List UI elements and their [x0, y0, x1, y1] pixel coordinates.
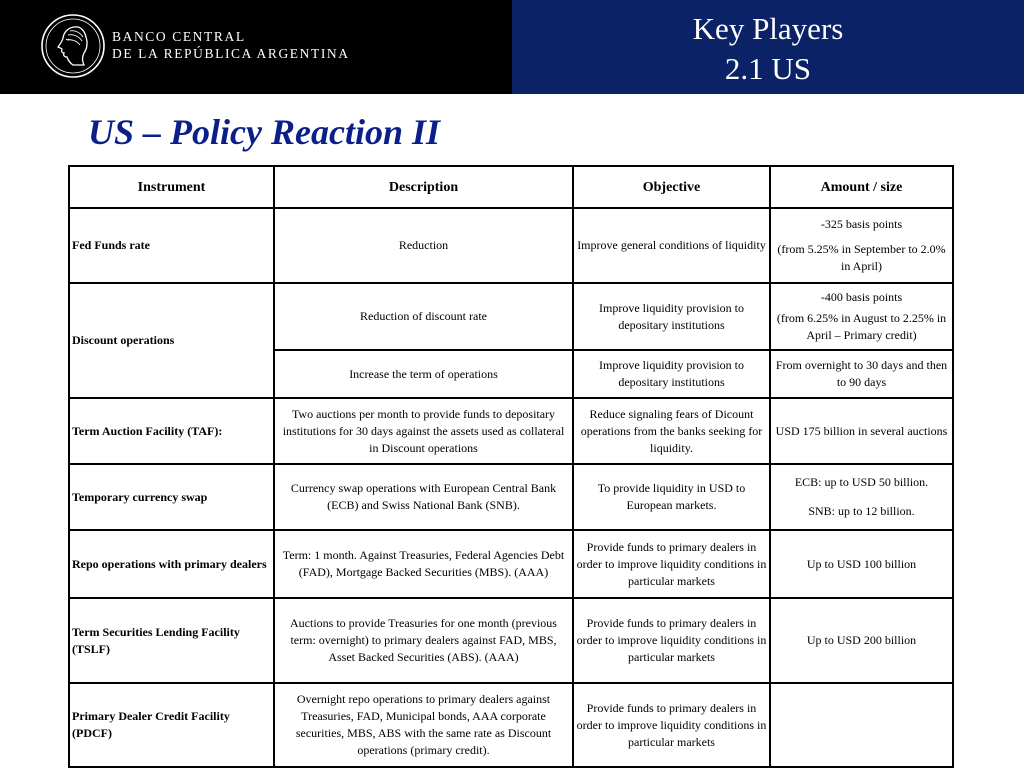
objective-cell: Provide funds to primary dealers in order to improve liquidity conditions in particular markets — [573, 530, 770, 598]
table-row — [69, 464, 953, 530]
profile-medallion-icon — [40, 13, 106, 79]
table-row — [69, 530, 953, 598]
instrument-cell: Term Securities Lending Facility (TSLF) — [69, 598, 274, 683]
amount-cell: From overnight to 30 days and then to 90 days — [770, 350, 953, 398]
amount-value: ECB: up to USD 50 billion. — [794, 475, 929, 489]
table-row — [69, 208, 953, 283]
description-cell: Currency swap operations with European Central Bank (ECB) and Swiss National Bank (SNB). — [274, 464, 573, 530]
section-title — [512, 9, 1024, 89]
table-row — [69, 283, 953, 350]
bank-name-line-1: BANCO CENTRAL — [112, 29, 246, 44]
objective-cell: Provide funds to primary dealers in order to improve liquidity conditions in particular markets — [573, 598, 770, 683]
column-header-amount: Amount / size — [770, 166, 953, 208]
column-header-instrument: Instrument — [69, 166, 274, 208]
objective-cell: Improve liquidity provision to depositary institutions — [573, 350, 770, 398]
amount-cell — [770, 464, 953, 530]
instrument-cell: Repo operations with primary dealers — [69, 530, 274, 598]
table-row — [69, 683, 953, 767]
instrument-cell: Temporary currency swap — [69, 464, 274, 530]
objective-cell: Improve liquidity provision to depositary institutions — [573, 283, 770, 350]
instrument-cell: Term Auction Facility (TAF): — [69, 398, 274, 464]
amount-cell: Up to USD 200 billion — [770, 598, 953, 683]
objective-cell: Provide funds to primary dealers in order to improve liquidity conditions in particular markets — [573, 683, 770, 767]
description-cell: Auctions to provide Treasuries for one month (previous term: overnight) to primary dealers against FAD, MBS, Asset Backed Securities (ABS). (AAA) — [274, 598, 573, 683]
section-title-line-2: 2.1 US — [724, 51, 812, 86]
column-header-description: Description — [274, 166, 573, 208]
slide-title: US – Policy Reaction II — [88, 112, 440, 152]
description-cell: Two auctions per month to provide funds to depositary institutions for 30 days against the assets used as collateral in Discount operations — [274, 398, 573, 464]
amount-cell — [770, 208, 953, 283]
table-header-row — [69, 166, 953, 208]
objective-cell: Improve general conditions of liquidity — [573, 208, 770, 283]
amount-value: -325 basis points — [820, 217, 903, 231]
policy-table — [68, 165, 954, 768]
column-header-objective: Objective — [573, 166, 770, 208]
amount-cell: Up to USD 100 billion — [770, 530, 953, 598]
amount-detail: SNB: up to 12 billion. — [808, 504, 915, 518]
bank-name-line-2: DE LA REPÚBLICA ARGENTINA — [112, 46, 350, 61]
description-cell: Increase the term of operations — [274, 350, 573, 398]
table-row — [69, 398, 953, 464]
amount-cell: USD 175 billion in several auctions — [770, 398, 953, 464]
header-logo-panel — [0, 0, 512, 94]
description-cell: Overnight repo operations to primary dealers against Treasuries, FAD, Municipal bonds, AAA corporate securities, MBS, ABS with the same rate as Discount operations (primary credit). — [274, 683, 573, 767]
amount-value: -400 basis points — [820, 290, 903, 304]
amount-cell — [770, 683, 953, 767]
objective-cell: To provide liquidity in USD to European markets. — [573, 464, 770, 530]
amount-detail: (from 6.25% in August to 2.25% in April – Primary credit) — [776, 311, 947, 342]
description-cell: Reduction — [274, 208, 573, 283]
objective-cell: Reduce signaling fears of Dicount operations from the banks seeking for liquidity. — [573, 398, 770, 464]
instrument-cell: Primary Dealer Credit Facility (PDCF) — [69, 683, 274, 767]
description-cell: Reduction of discount rate — [274, 283, 573, 350]
instrument-cell: Fed Funds rate — [69, 208, 274, 283]
bank-name — [112, 28, 350, 62]
instrument-cell: Discount operations — [69, 283, 274, 398]
amount-cell — [770, 283, 953, 350]
amount-detail: (from 5.25% in September to 2.0% in April) — [777, 242, 946, 273]
section-title-line-1: Key Players — [692, 11, 844, 46]
slide-header — [0, 0, 1024, 94]
description-cell: Term: 1 month. Against Treasuries, Federal Agencies Debt (FAD), Mortgage Backed Securities (MBS). (AAA) — [274, 530, 573, 598]
table-row — [69, 598, 953, 683]
